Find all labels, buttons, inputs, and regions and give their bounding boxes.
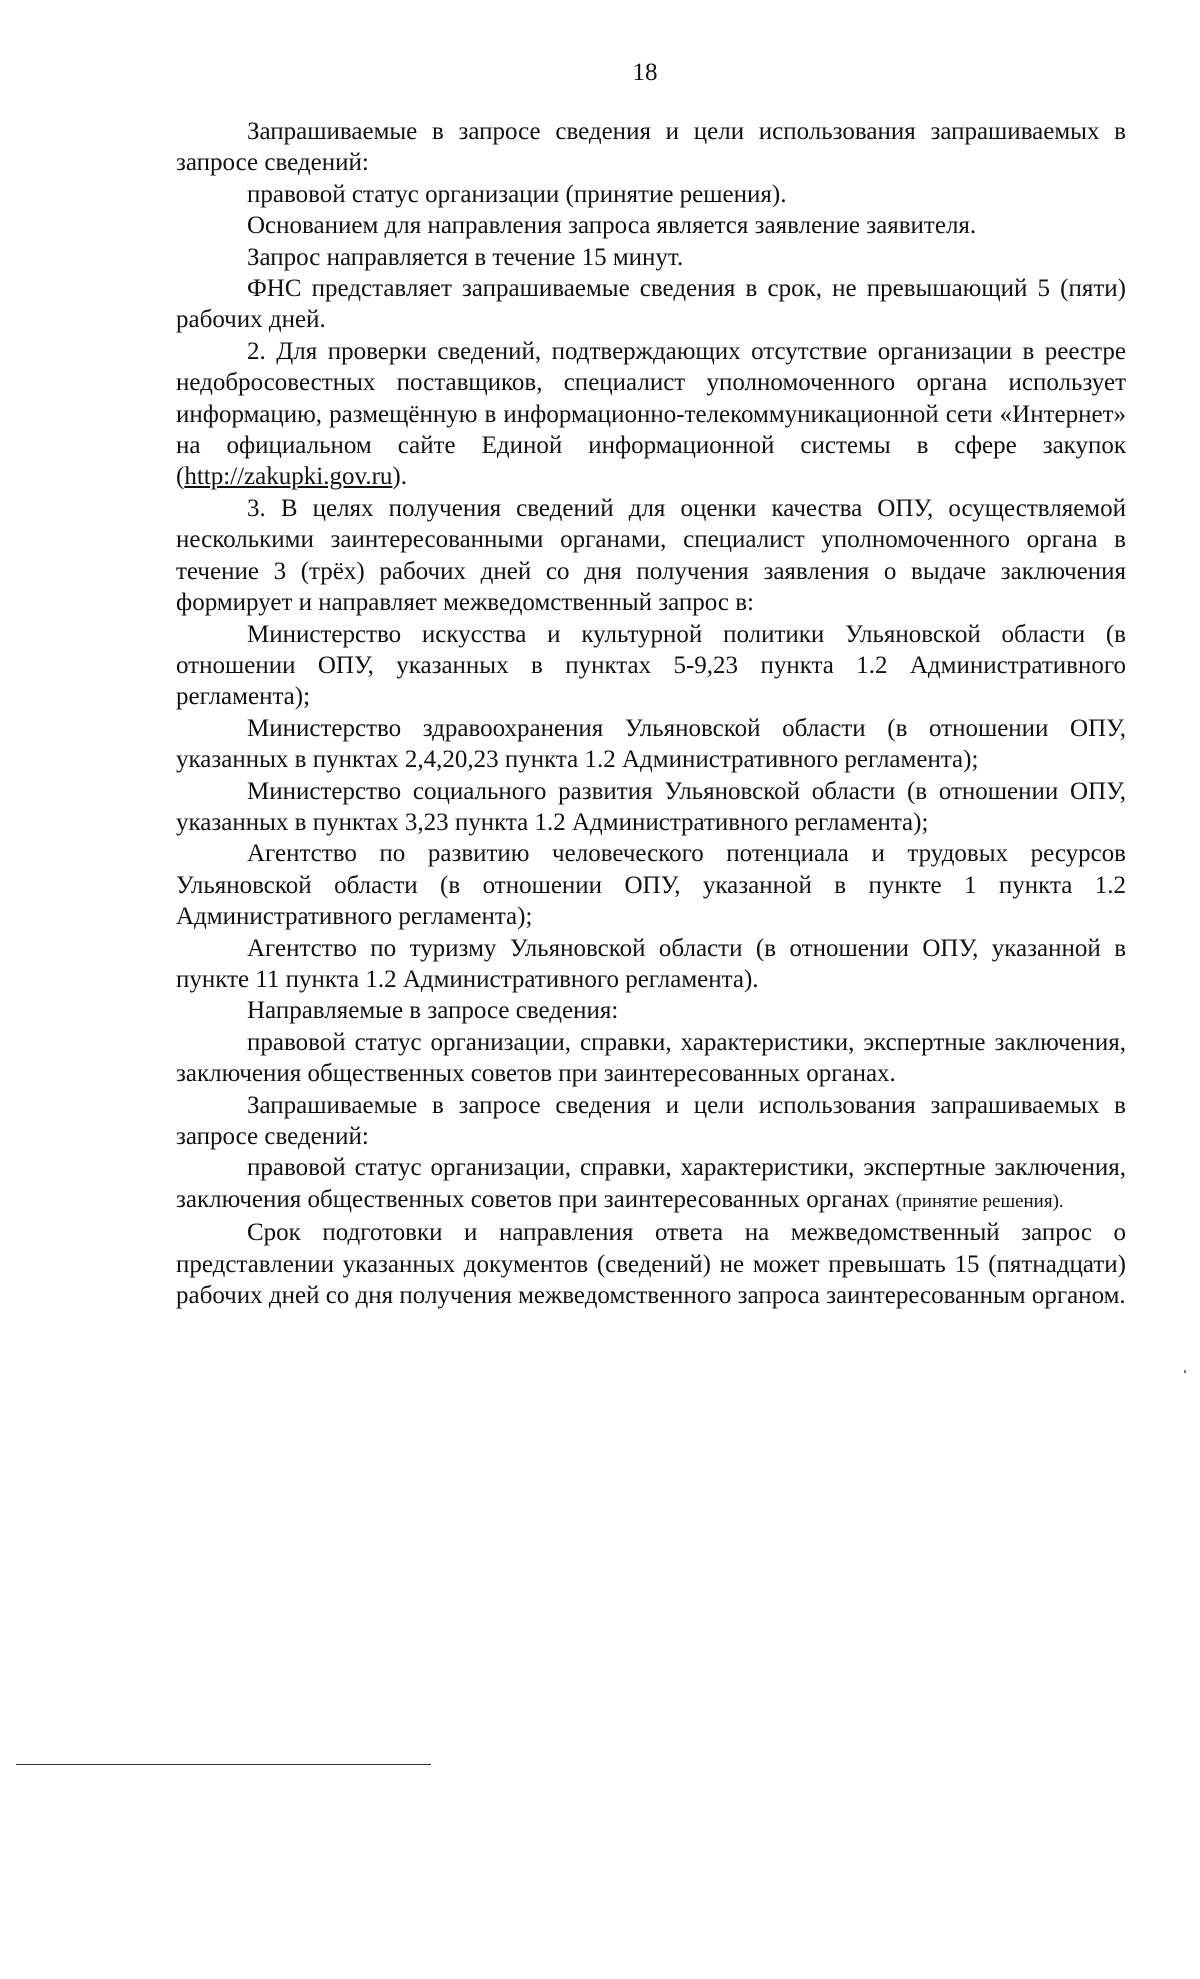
item-2-text: 2. Для проверки сведений, подтверждающих отсутствие организации в реестре недобросовестных поставщиков, специалист уполномоченного органа использует информацию, размещённую в информационно-телекоммуникационной сети «Интернет» на официальном сайте Единой информационной системы в сфере закупок ( — [176, 337, 1126, 491]
item-2-tail: ). — [392, 463, 407, 491]
paragraph-sent-info-heading: Направляемые в запросе сведения: — [247, 997, 619, 1025]
paragraph-fns-term: ФНС представляет запрашиваемые сведения в срок, не превышающий 5 (пяти) рабочих дней. — [176, 275, 1126, 334]
paragraph-requested-info: Запрашиваемые в запросе сведения и цели использования запрашиваемых в запросе сведений: — [176, 118, 1126, 177]
paragraph-item-3: 3. В целях получения сведений для оценки качества ОПУ, осуществляемой несколькими заинтересованными органами, специалист уполномоченного органа в течение 3 (трёх) рабочих дней со дня получения заявления о выдаче заключения формирует и направляет межведомственный запрос в: — [176, 494, 1126, 617]
paragraph-item-2 — [176, 336, 1126, 493]
paragraph-legal-status: правовой статус организации (принятие решения). — [247, 180, 787, 208]
footnote-divider — [16, 1764, 431, 1765]
paragraph-request-time: Запрос направляется в течение 15 минут. — [247, 243, 684, 271]
requested-info-2-small: (принятие решения). — [895, 1190, 1064, 1212]
scan-speck — [1184, 1370, 1186, 1373]
paragraph-basis: Основанием для направления запроса является заявление заявителя. — [247, 212, 977, 240]
paragraph-agency-human-potential: Агентство по развитию человеческого потенциала и трудовых ресурсов Ульяновской области (в отношении ОПУ, указанной в пункте 1 пункта 1.2 Административного регламента); — [176, 840, 1126, 931]
paragraph-ministry-health: Министерство здравоохранения Ульяновской области (в отношении ОПУ, указанных в пунктах 2,4,20,23 пункта 1.2 Административного регламента); — [176, 714, 1126, 774]
page-number: 18 — [632, 59, 658, 86]
paragraph-requested-info-2: Запрашиваемые в запросе сведения и цели использования запрашиваемых в запросе сведений: — [176, 1091, 1126, 1150]
paragraph-response-term: Срок подготовки и направления ответа на межведомственный запрос о представлении указанных документов (сведений) не может превышать 15 (пятнадцати) рабочих дней со дня получения межведомственного запроса заинтересованным органом. — [176, 1219, 1126, 1310]
document-body — [176, 116, 1126, 1311]
paragraph-requested-info-2-content — [176, 1152, 1126, 1217]
zakupki-link[interactable]: http://zakupki.gov.ru — [184, 463, 393, 491]
paragraph-agency-tourism: Агентство по туризму Ульяновской области (в отношении ОПУ, указанной в пункте 11 пункта 1.2 Административного регламента). — [176, 934, 1126, 993]
paragraph-sent-info: правовой статус организации, справки, характеристики, экспертные заключения, заключения общественных советов при заинтересованных органах. — [176, 1028, 1126, 1088]
paragraph-ministry-culture: Министерство искусства и культурной политики Ульяновской области (в отношении ОПУ, указанных в пунктах 5-9,23 пункта 1.2 Административного регламента); — [176, 620, 1126, 711]
requested-info-2-text: правовой статус организации, справки, характеристики, экспертные заключения, заключения общественных советов при заинтересованных органах — [176, 1154, 1126, 1213]
paragraph-ministry-social: Министерство социального развития Ульяновской области (в отношении ОПУ, указанных в пунктах 3,23 пункта 1.2 Административного регламента); — [176, 777, 1126, 836]
